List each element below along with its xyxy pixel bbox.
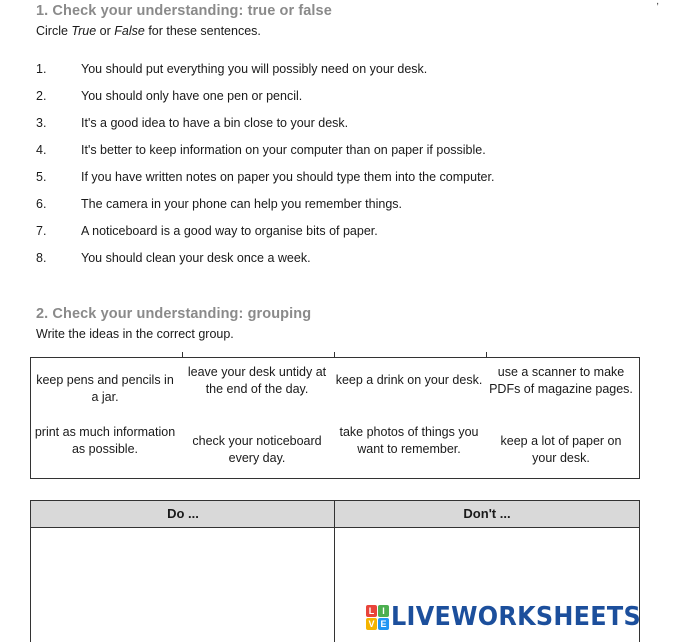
question-number: 8. [36,251,47,265]
section2-instruction: Write the ideas in the correct group. [36,327,234,341]
liveworksheets-logo[interactable] [366,603,663,631]
question-number: 7. [36,224,47,238]
logo-letter: E [378,618,389,630]
question-number: 6. [36,197,47,211]
do-column-dropzone[interactable] [31,528,334,642]
question-number: 1. [36,62,47,76]
idea-card[interactable]: leave your desk untidy at the end of the day. [187,365,327,396]
question-text: You should put everything you will possibly need on your desk. [81,62,428,76]
idea-card[interactable]: keep a drink on your desk. [335,373,483,387]
idea-card[interactable]: check your noticeboard every day. [192,434,322,465]
logo-letter: I [378,605,389,617]
idea-card[interactable]: keep pens and pencils in a jar. [36,373,174,404]
section1-instruction: Circle True or False for these sentences. [36,24,261,38]
question-number: 4. [36,143,47,157]
section2-title: 2. Check your understanding: grouping [36,306,312,322]
logo-letter: L [366,605,377,617]
corner-mark: , [656,0,659,7]
question-text: You should clean your desk once a week. [81,251,311,265]
question-text: It's a good idea to have a bin close to your desk. [81,116,349,130]
logo-letter: V [366,618,377,630]
question-text: The camera in your phone can help you remember things. [81,197,403,211]
idea-card[interactable]: take photos of things you want to remember. [339,425,479,456]
brand-wordmark: LIVEWORKSHEETS [391,602,642,632]
do-column-header: Do ... [167,506,199,521]
question-text: You should only have one pen or pencil. [81,89,303,103]
question-number: 3. [36,116,47,130]
question-number: 5. [36,170,47,184]
idea-card[interactable]: use a scanner to make PDFs of magazine pages. [489,365,633,396]
false-word: False [114,24,145,38]
idea-card[interactable]: print as much information as possible. [34,425,176,456]
ideas-box [30,357,640,479]
true-word: True [71,24,97,38]
dont-column-header: Don't ... [463,506,511,521]
live-logo-icon [366,605,388,629]
question-number: 2. [36,89,47,103]
question-text: If you have written notes on paper you should type them into the computer. [81,170,495,184]
question-text: It's better to keep information on your computer than on paper if possible. [81,143,486,157]
idea-card[interactable]: keep a lot of paper on your desk. [500,434,622,465]
question-text: A noticeboard is a good way to organise bits of paper. [81,224,378,238]
section1-title: 1. Check your understanding: true or false [36,3,332,19]
